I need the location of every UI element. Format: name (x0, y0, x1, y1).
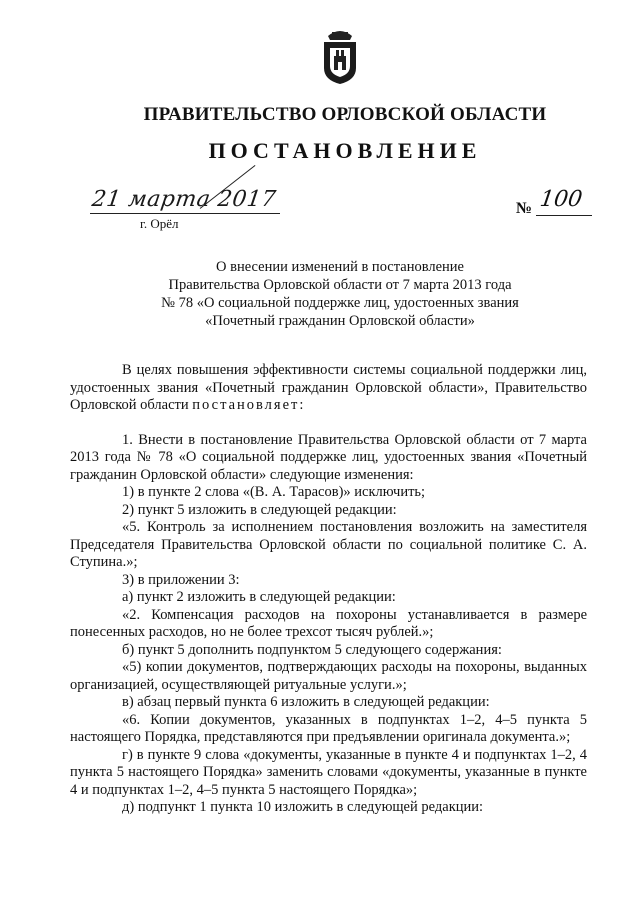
city-label: г. Орёл (140, 216, 179, 231)
body-paragraph: 1. Внести в постановление Правительства Орловской области от 7 марта 2013 года № 78 «О социальной поддержке лиц, удостоенных звания «Почетный гражданин Орловской области» следующие изменения: (70, 431, 587, 483)
handwritten-number: 100 (538, 187, 584, 212)
number-underline (536, 215, 592, 216)
body-paragraph: 2) пункт 5 изложить в следующей редакции: (122, 501, 397, 518)
coat-of-arms-icon (318, 26, 362, 86)
preamble-paragraph (70, 362, 587, 415)
body-paragraph: «6. Копии документов, указанных в подпунктах 1–2, 4–5 пункта 5 настоящего Порядка, представляются при предъявлении оригинала документа.»; (70, 711, 587, 745)
subject-line: «Почетный гражданин Орловской области» (205, 313, 475, 329)
subject-line: № 78 «О социальной поддержке лиц, удостоенных звания (161, 295, 519, 311)
body-paragraph: «5) копии документов, подтверждающих расходы на похороны, выданных организацией, осуществляющей ритуальные услуги.»; (70, 659, 587, 693)
date-underline (90, 213, 280, 214)
document-subject (90, 258, 590, 330)
preamble-verb: постановляет: (192, 397, 306, 413)
organization-title: ПРАВИТЕЛЬСТВО ОРЛОВСКОЙ ОБЛАСТИ (143, 104, 547, 125)
subject-line: Правительства Орловской области от 7 марта 2013 года (168, 277, 512, 293)
handwritten-date: 21 марта 2017 (90, 187, 278, 212)
document-body (70, 362, 587, 817)
body-paragraph: «5. Контроль за исполнением постановления возложить на заместителя Председателя Правительства Орловской области по социальной политике С. А. Ступина.»; (70, 519, 587, 570)
number-label: № (516, 200, 533, 217)
body-paragraph: д) подпункт 1 пункта 10 изложить в следующей редакции: (122, 799, 484, 815)
preamble-text: В целях повышения эффективности системы социальной поддержки лиц, удостоенных звания «Почетный гражданин Орловской области», Правительство Орловской области (70, 362, 587, 413)
body-paragraph: а) пункт 2 изложить в следующей редакции: (122, 589, 396, 605)
body-paragraph: б) пункт 5 дополнить подпунктом 5 следующего содержания: (122, 641, 502, 658)
body-paragraph: 3) в приложении 3: (122, 571, 240, 588)
body-paragraph: «2. Компенсация расходов на похороны устанавливается в размере понесенных расходов, но не более трехсот тысяч рублей.»; (70, 606, 587, 640)
body-paragraph: в) абзац первый пункта 6 изложить в следующей редакции: (122, 694, 490, 710)
document-type-title: ПОСТАНОВЛЕНИЕ (208, 138, 482, 163)
body-paragraph: г) в пункте 9 слова «документы, указанные в пункте 4 и подпунктах 1–2, 4 пункта 5 настоящего Порядка» заменить словами «документы, указанные в пункте 4 и подпунктах 1–2, 4–5 пункта 5 настоящего Порядка»; (70, 746, 587, 798)
body-paragraph: 1) в пункте 2 слова «(В. А. Тарасов)» исключить; (122, 484, 426, 500)
subject-line: О внесении изменений в постановление (216, 259, 464, 275)
